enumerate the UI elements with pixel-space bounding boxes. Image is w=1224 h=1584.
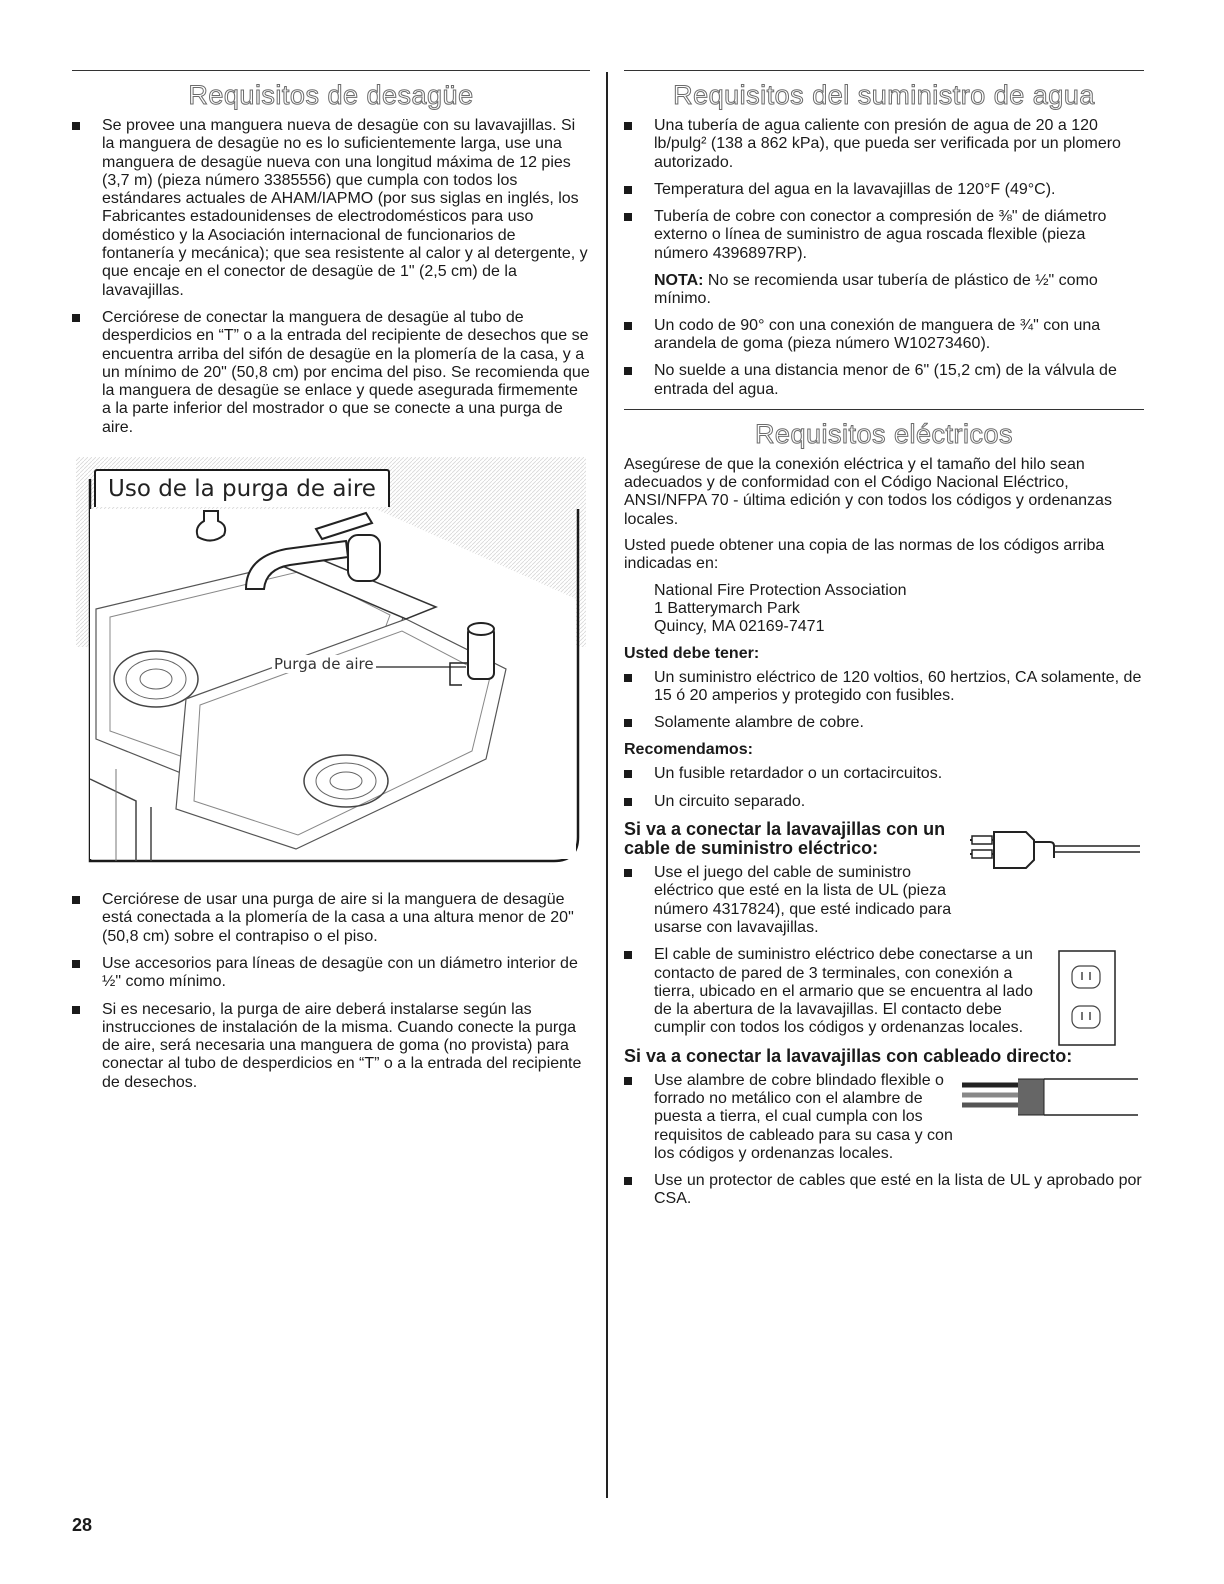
- power-cord-plug-icon: [970, 828, 1140, 878]
- bullet-icon: [624, 719, 632, 727]
- drain-list: [72, 117, 590, 437]
- list-item: Si es necesario, la purga de aire deberá instalarse según las instrucciones de instalación de la misma. Cuando conecte la purga de aire, será necesaria una manguera de goma (no provista) para conectar al tubo de desperdicios en “T” o a la entrada del recipiente de desechos.: [72, 1001, 590, 1092]
- list-item: No suelde a una distancia menor de 6" (15,2 cm) de la válvula de entrada del agua.: [624, 362, 1144, 399]
- list-item: Se provee una manguera nueva de desagüe con su lavavajillas. Si la manguera de desagüe no es lo suficientemente larga, use una manguera de desagüe nueva con una longitud máxima de 12 pies (3,7 m) (pieza número 3385556) que cumpla con todos los estándares actuales de AHAM/IAPMO (por sus siglas en inglés, los Fabricantes estadounidenses de electrodomésticos para uso doméstico y la Asociación internacional de funcionarios de fontanería y mecánica); que sea resistente al calor y al detergente, y que encaje en el conector de desagüe de 1" (2,5 cm) de la lavavajillas.: [72, 117, 590, 300]
- bullet-icon: [72, 896, 80, 904]
- bullet-icon: [624, 869, 632, 877]
- air-gap-label: Purga de aire: [274, 655, 374, 674]
- bullet-icon: [624, 322, 632, 330]
- must-have-list: [624, 669, 1144, 733]
- section-rule: [72, 70, 590, 71]
- water-list: [624, 117, 1144, 263]
- list-item: Temperatura del agua en la lavavajillas de 120°F (49°C).: [624, 181, 1144, 199]
- list-item: Un circuito separado.: [624, 793, 1144, 811]
- water-list-2: [624, 317, 1144, 399]
- drain-requirements-title: Requisitos de desagüe: [188, 80, 474, 110]
- section-rule: [624, 70, 1144, 71]
- nfpa-address: National Fire Protection Association 1 Batterymarch Park Quincy, MA 02169-7471: [654, 581, 907, 636]
- list-item: Tubería de cobre con conector a compresión de ⅜" de diámetro externo o línea de suministro de agua roscada flexible (pieza número 4396897RP).: [624, 208, 1144, 263]
- section-rule: [624, 409, 1144, 410]
- list-item: Use accesorios para líneas de desagüe con un diámetro interior de ½" como mínimo.: [72, 955, 590, 992]
- bullet-icon: [624, 213, 632, 221]
- list-item: Cerciórese de usar una purga de aire si la manguera de desagüe está conectada a la plomería de la casa a una altura menor de 20" (50,8 cm) sobre el contrapiso o el piso.: [72, 891, 590, 946]
- power-cord-section: [624, 820, 1144, 1038]
- list-item: Un suministro eléctrico de 120 voltios, 60 hertzios, CA solamente, de 15 ó 20 amperios y protegido con fusibles.: [624, 669, 1144, 706]
- electrical-requirements-title: Requisitos eléctricos: [754, 418, 1014, 449]
- list-item: Una tubería de agua caliente con presión de agua de 20 a 120 lb/pulg² (138 a 862 kPa), que pueda ser verificada por un plomero autorizado.: [624, 117, 1144, 172]
- list-item: Solamente alambre de cobre.: [624, 714, 1144, 732]
- bullet-icon: [72, 1006, 80, 1014]
- list-item: Cerciórese de conectar la manguera de desagüe al tubo de desperdicios en “T” o a la entrada del recipiente de desechos que se encuentra arriba del sifón de desagüe en la plomería de la casa, y a un mínimo de 20" (50,8 cm) por encima del piso. Se recomienda que la manguera de desagüe se enlace y quede asegurada firmemente a la parte inferior del mostrador o que se conecte a una purga de aire.: [72, 309, 590, 437]
- direct-wire-heading: Si va a conectar la lavavajillas con cableado directo:: [624, 1045, 1073, 1066]
- water-supply-title: Requisitos del suministro de agua: [673, 80, 1095, 110]
- plastic-pipe-note: NOTA: No se recomienda usar tubería de plástico de ½" como mínimo.: [654, 272, 1098, 308]
- air-gap-list: [72, 891, 590, 1092]
- bullet-icon: [624, 951, 632, 959]
- electrical-intro: Asegúrese de que la conexión eléctrica y el tamaño del hilo sean adecuados y de conformidad con el Código Nacional Eléctrico, ANSI/NFPA 70 - última edición y con todos los códigos y ordenanzas locales.: [624, 455, 1112, 528]
- wall-outlet-icon: [1058, 950, 1116, 1046]
- bullet-icon: [624, 798, 632, 806]
- bullet-icon: [72, 122, 80, 130]
- list-item: El cable de suministro eléctrico debe conectarse a un contacto de pared de 3 terminales, con conexión a tierra, ubicado en el armario que se encuentra al lado de la abertura de la lavavajillas. El contacto debe cumplir con todos los códigos y ordenanzas locales.: [624, 946, 1034, 1037]
- recommend-list: [624, 765, 1144, 811]
- list-item: Un fusible retardador o un cortacircuitos.: [624, 765, 1144, 783]
- list-item: Un codo de 90° con una conexión de manguera de ¾" con una arandela de goma (pieza número W10273460).: [624, 317, 1144, 354]
- list-item: Use el juego del cable de suministro eléctrico que esté en la lista de UL (pieza número 4317824), que esté indicado para usarse con lavavajillas.: [624, 864, 954, 937]
- column-divider: [606, 72, 608, 1498]
- list-item: Use un protector de cables que esté en la lista de UL y aprobado por CSA.: [624, 1172, 1144, 1209]
- recommend-heading: Recomendamos:: [624, 741, 753, 759]
- codes-copy-text: Usted puede obtener una copia de las normas de los códigos arriba indicadas en:: [624, 537, 1105, 573]
- air-gap-figure: [76, 449, 586, 869]
- bullet-icon: [624, 122, 632, 130]
- page-number: 28: [72, 1515, 93, 1535]
- bullet-icon: [72, 314, 80, 322]
- direct-wire-section: [624, 1047, 1144, 1209]
- list-item: Use alambre de cobre blindado flexible o forrado no metálico con el alambre de puesta a tierra, el cual cumpla con los requisitos de cableado para su casa y con los códigos y ordenanzas locales.: [624, 1072, 954, 1163]
- bullet-icon: [624, 770, 632, 778]
- right-column: [624, 70, 1144, 1218]
- bullet-icon: [624, 1077, 632, 1085]
- bullet-icon: [72, 960, 80, 968]
- armored-cable-icon: [958, 1075, 1138, 1123]
- power-cord-heading: Si va a conectar la lavavajillas con un cable de suministro eléctrico:: [624, 819, 946, 859]
- bullet-icon: [624, 1177, 632, 1185]
- bullet-icon: [624, 186, 632, 194]
- left-column: [72, 70, 590, 1101]
- bullet-icon: [624, 674, 632, 682]
- bullet-icon: [624, 367, 632, 375]
- must-have-heading: Usted debe tener:: [624, 644, 760, 662]
- figure-title-box: Uso de la purga de aire: [94, 469, 390, 507]
